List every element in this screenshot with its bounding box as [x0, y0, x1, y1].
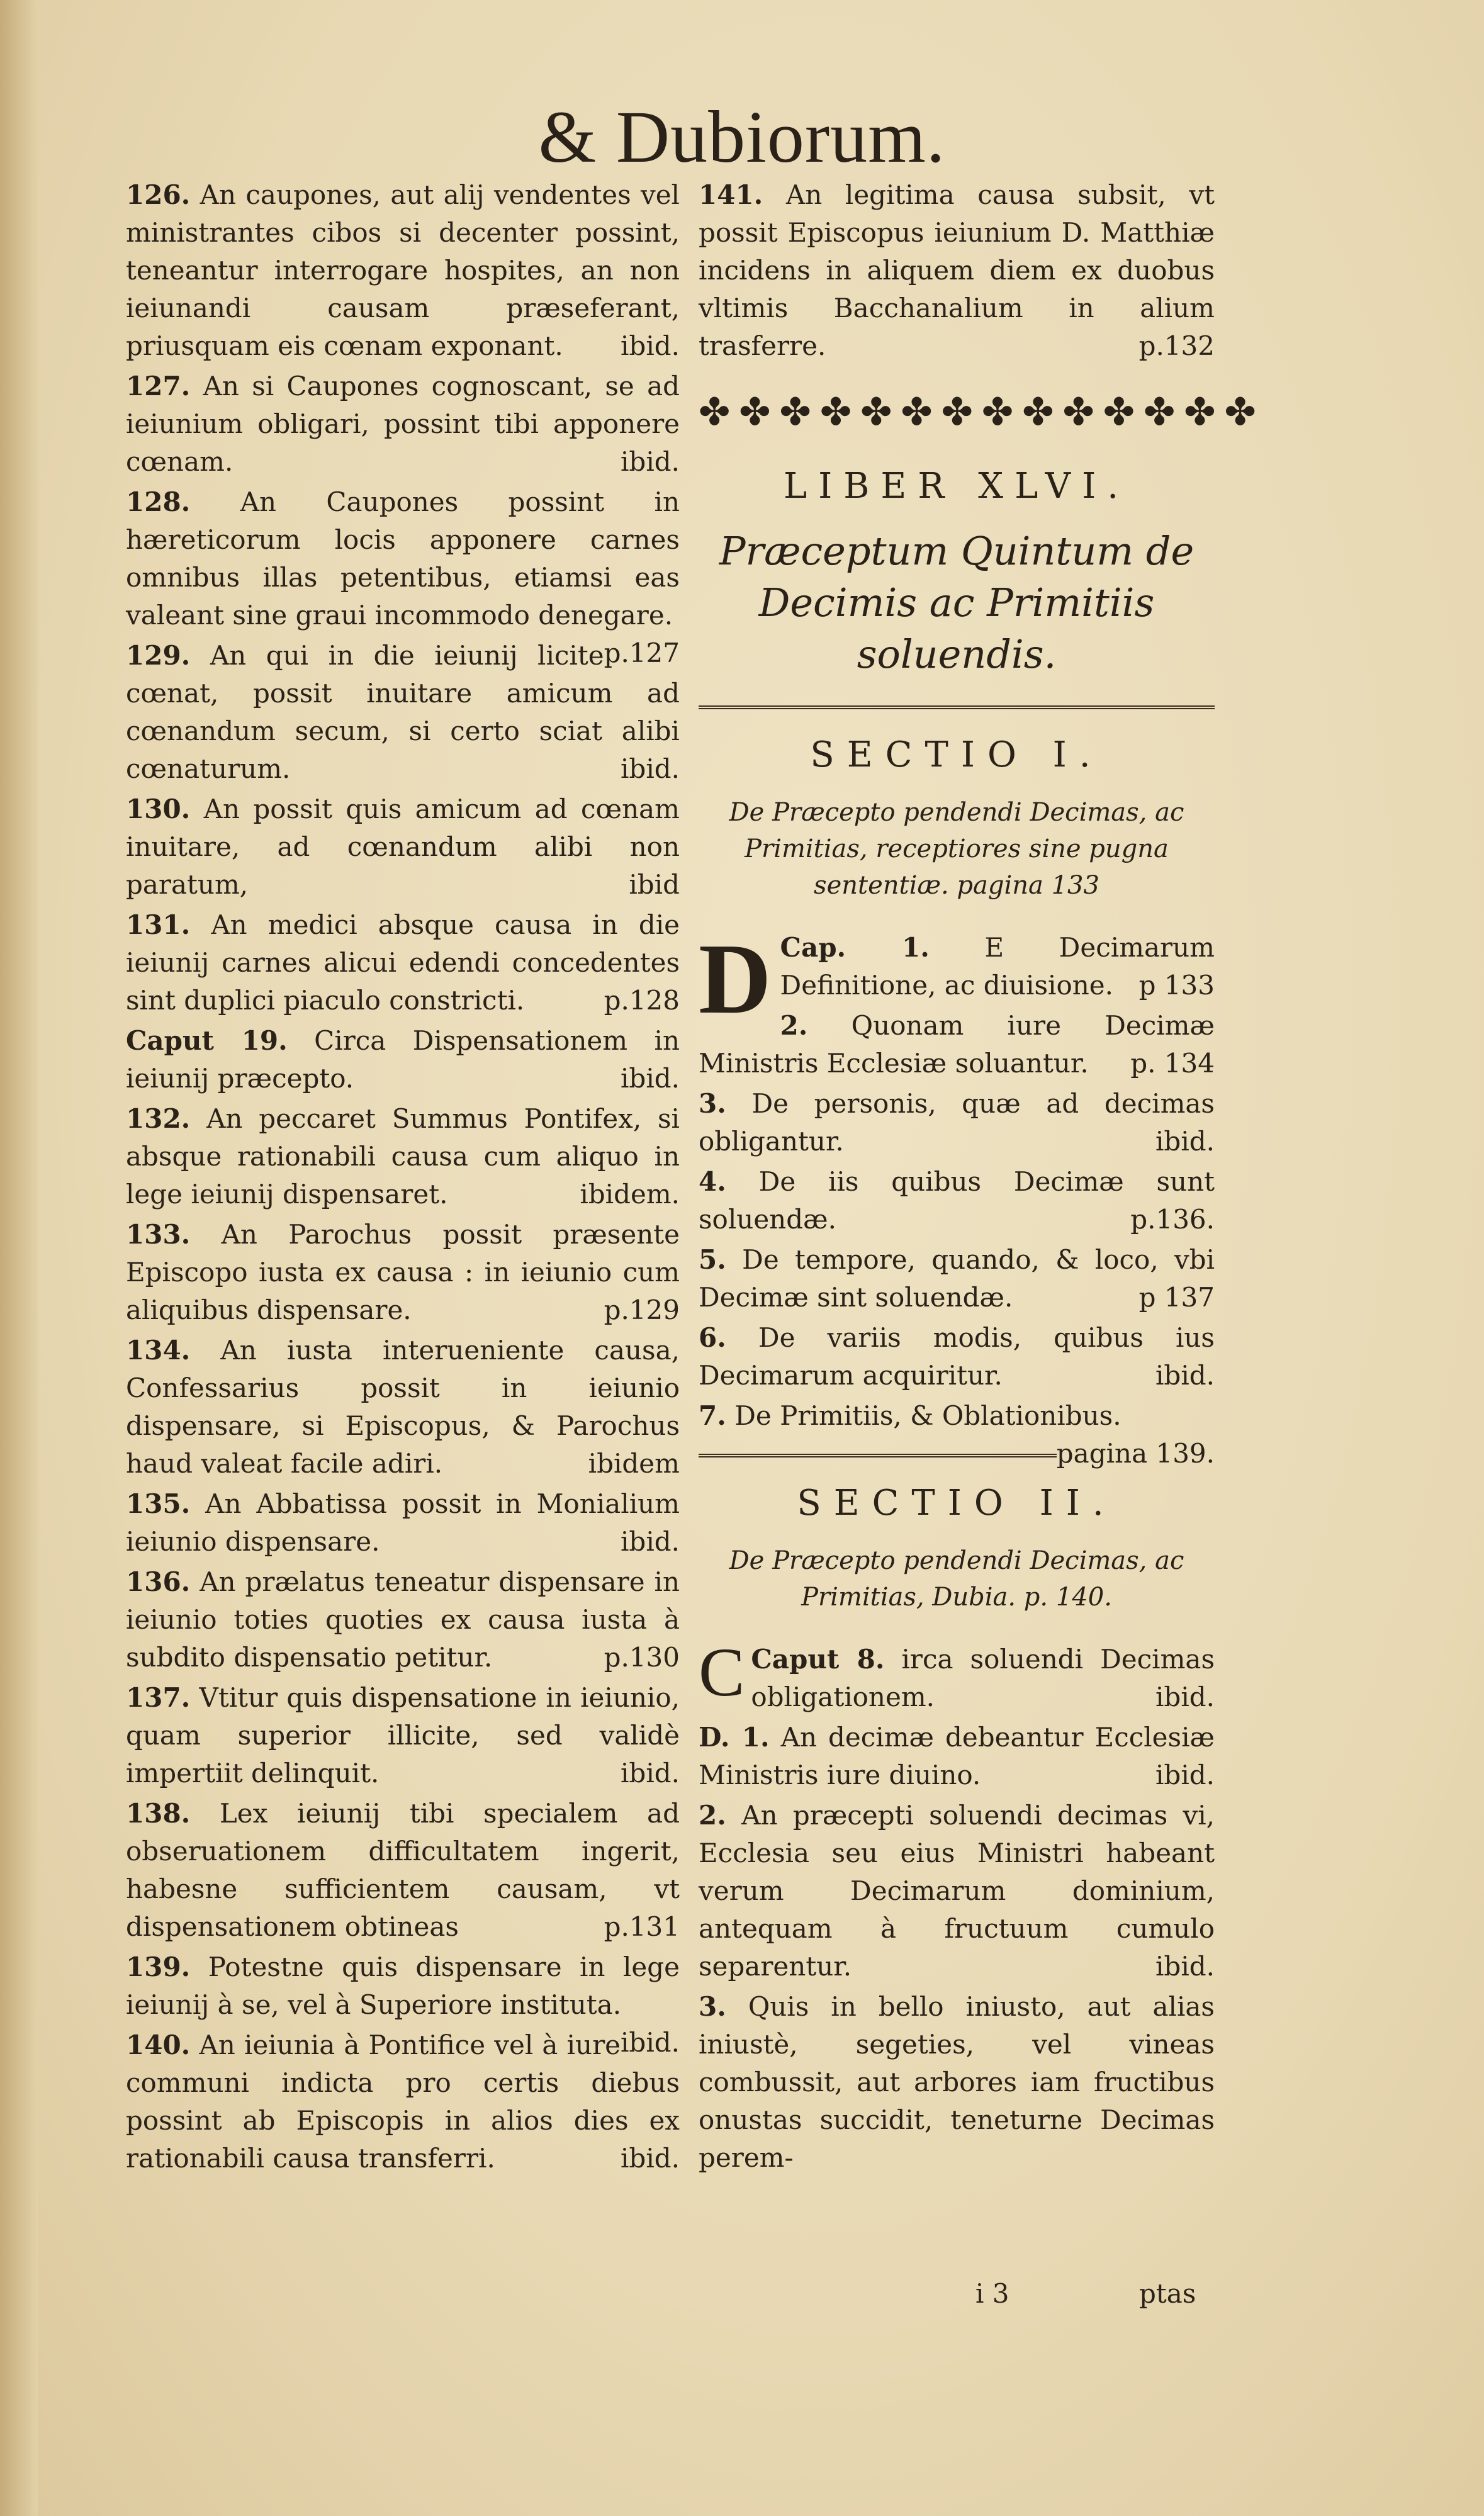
- chapter-text: De iis quibus Decimæ sunt soluendæ.: [699, 1166, 1215, 1235]
- index-entry: [126, 1485, 680, 1561]
- entry-text: An qui in die ieiunij licite cœnat, possit inuitare amicum ad cœnandum secum, si certo sciat alibi cœnaturum.: [126, 640, 680, 784]
- chapter-label: 5.: [699, 1244, 726, 1275]
- entry-number: Caput 19.: [126, 1025, 288, 1056]
- index-entry: [126, 1100, 680, 1213]
- entry-number: 130.: [126, 794, 191, 824]
- entry-number: 135.: [126, 1488, 191, 1519]
- index-entry: [126, 1795, 680, 1946]
- divider-rule: [699, 1454, 1057, 1457]
- index-entry: [126, 1332, 680, 1483]
- entry-text: Lex ieiunij tibi specialem ad obseruationem difficultatem ingerit, habesne sufficientem causam, vt dispensationem obtineas: [126, 1798, 680, 1942]
- entry-text: An Abbatissa possit in Monialium ieiunio dispensare.: [126, 1488, 680, 1557]
- entry-text: An Parochus possit præsente Episcopo iusta ex causa : in ieiunio cum aliquibus dispensare.: [126, 1219, 680, 1325]
- entry-text: An medici absque causa in die ieiunij carnes alicui edendi concedentes sint duplici piaculo constricti.: [126, 909, 680, 1016]
- entry-page-ref: p.130: [604, 1642, 680, 1673]
- entry-text: An iusta interueniente causa, Confessarius possit in ieiunio dispensare, si Episcopus, & Parochus haud valeat facile adiri.: [126, 1335, 680, 1479]
- entry-number: 136.: [126, 1566, 191, 1597]
- index-entry: [126, 906, 680, 1019]
- entry-text: An peccaret Summus Pontifex, si absque rationabili causa cum aliquo in lege ieiunij dispensaret.: [126, 1103, 680, 1210]
- chapter-label: Cap. 1.: [780, 932, 930, 963]
- entry-number: 131.: [126, 909, 191, 940]
- entry-page-ref: ibid.: [621, 2027, 680, 2058]
- dubium-entry: [699, 1719, 1215, 1794]
- entry-page-ref: ibidem.: [580, 1179, 680, 1210]
- entry-text: An Caupones possint in hæreticorum locis apponere carnes omnibus illas petentibus, etiamsi eas valeant sine graui incommodo denegare.: [126, 486, 680, 631]
- entry-page-ref: p.129: [604, 1295, 680, 1325]
- entry-number: 126.: [126, 179, 191, 210]
- entry-text: Quis in bello iniusto, aut alias iniustè, segeties, vel vineas combussit, aut arbores iam fructibus onustas succidit, teneturne Decimas perem-: [699, 1991, 1215, 2173]
- entry-number: 139.: [126, 1952, 191, 1982]
- sectio-2-description: De Præcepto pendendi Decimas, ac Primitias, Dubia. p. 140.: [729, 1546, 1184, 1612]
- entry-page-ref: ibid.: [621, 2143, 680, 2174]
- chapter-list: [699, 923, 1215, 1469]
- entry-page-ref: ibid.: [1155, 1760, 1215, 1790]
- entry-page-ref: ibid.: [621, 1063, 680, 1094]
- entry-page-ref: ibid.: [621, 330, 680, 361]
- entry-page-ref: ibid.: [621, 1758, 680, 1789]
- entry-number: 3.: [699, 1991, 726, 2022]
- entry-text: An caupones, aut alij vendentes vel ministrantes cibos si decenter possint, teneantur interrogare hospites, an non ieiunandi causam præseferant, priusquam eis cœnam exponant.: [126, 179, 680, 361]
- chapter-page-ref: pagina 139.: [1056, 1438, 1215, 1469]
- entry-page-ref: ibid: [629, 869, 680, 900]
- index-entry: [126, 1679, 680, 1792]
- entry-page-ref: p.127: [604, 637, 680, 668]
- chapter-page-ref: ibid.: [1155, 1360, 1215, 1391]
- entry-text: An legitima causa subsit, vt possit Episcopus ieiunium D. Matthiæ incidens in aliquem diem ex duobus vltimis Bacchanalium in alium trasferre.: [699, 179, 1215, 361]
- entry-text: An si Caupones cognoscant, se ad ieiunium obligari, possint tibi apponere cœnam.: [126, 371, 680, 477]
- sectio-1-heading: SECTIO I.: [810, 734, 1103, 775]
- catchword: ptas: [1139, 2278, 1196, 2309]
- entry-text: An possit quis amicum ad cœnam inuitare, ad cœnandum alibi non paratum,: [126, 794, 680, 900]
- entry-141: [699, 176, 1215, 365]
- chapter-page-ref: p. 134: [1130, 1048, 1215, 1079]
- sectio-1-description: De Præcepto pendendi Decimas, ac Primitias, receptiores sine pugna sententiæ. pagina 133: [729, 798, 1184, 900]
- drop-capital: D: [699, 923, 772, 1035]
- entry-text: Potestne quis dispensare in lege ieiunij à se, vel à Superiore instituta.: [126, 1952, 680, 2020]
- binding-gutter: [0, 0, 38, 2516]
- entry-number: 134.: [126, 1335, 191, 1366]
- entry-number: 138.: [126, 1798, 191, 1829]
- entry-page-ref: ibid.: [621, 1526, 680, 1557]
- dubia-list: [699, 1719, 1215, 2177]
- index-entry: [126, 2026, 680, 2177]
- chapter-entry: [699, 1007, 1215, 1082]
- entry-page-ref: p.128: [604, 985, 680, 1016]
- chapter-text: E Decimarum Definitione, ac diuisione.: [780, 932, 1215, 1001]
- caput-page-ref: ibid.: [1155, 1682, 1215, 1712]
- entry-text: An ieiunia à Pontifice vel à iure communi indicta pro certis diebus possint ab Episcopis in alios dies ex rationabili causa transferri.: [126, 2030, 680, 2174]
- entry-number: 128.: [126, 486, 191, 517]
- index-entry: [126, 368, 680, 481]
- right-column: [699, 176, 1265, 2179]
- entry-page-ref: ibid.: [621, 446, 680, 477]
- divider-rule: [699, 705, 1215, 709]
- chapter-text: De tempore, quando, & loco, vbi Decimæ sint soluendæ.: [699, 1244, 1215, 1313]
- chapter-text: De Primitiis, & Oblationibus.: [734, 1400, 1121, 1431]
- chapter-page-ref: ibid.: [1155, 1126, 1215, 1157]
- entry-number: 129.: [126, 640, 191, 671]
- entry-text: An præcepti soluendi decimas vi, Ecclesia seu eius Ministri habeant verum Decimarum dominium, antequam à fructuum cumulo separentur.: [699, 1800, 1215, 1982]
- liber-heading: LIBER XLVI.: [783, 466, 1130, 507]
- entry-page-ref: ibidem: [588, 1448, 680, 1479]
- index-entry: [126, 790, 680, 904]
- entry-number: 137.: [126, 1682, 191, 1713]
- chapter-page-ref: p.136.: [1130, 1204, 1215, 1235]
- entry-page-ref: p.132: [1138, 330, 1215, 361]
- index-entry: [126, 176, 680, 365]
- entry-number: 127.: [126, 371, 191, 402]
- entry-text: Vtitur quis dispensatione in ieiunio, quam superior illicite, sed validè impertiit delinquit.: [126, 1682, 680, 1789]
- entry-number: 140.: [126, 2030, 191, 2060]
- entry-number: 132.: [126, 1103, 191, 1134]
- chapter-entry: [699, 923, 1215, 1035]
- entry-text: An decimæ debeantur Ecclesiæ Ministris iure diuino.: [699, 1722, 1215, 1790]
- chapter-entry: [699, 1241, 1215, 1317]
- chapter-label: 2.: [780, 1010, 808, 1041]
- entry-page-ref: p.131: [604, 1911, 680, 1942]
- drop-capital: C: [699, 1634, 745, 1710]
- chapter-entry: [699, 1085, 1215, 1160]
- left-column: [126, 176, 680, 2180]
- caput-label: Caput 8.: [751, 1644, 885, 1675]
- index-entry: [126, 1216, 680, 1329]
- entry-number: D. 1.: [699, 1722, 770, 1753]
- ornament-band: ✤✤✤✤✤✤✤✤✤✤✤✤✤✤: [699, 390, 1265, 434]
- sectio-2-heading: SECTIO II.: [797, 1483, 1116, 1524]
- entry-number: 141.: [699, 179, 763, 210]
- signature-mark: i 3: [975, 2278, 1009, 2309]
- entry-text: An prælatus teneatur dispensare in ieiunio toties quoties ex causa iusta à subdito dispensatio petitur.: [126, 1566, 680, 1673]
- index-entry: [126, 1022, 680, 1098]
- dubium-entry: [699, 1988, 1215, 2177]
- index-entry: [126, 637, 680, 788]
- chapter-text: Quonam iure Decimæ Ministris Ecclesiæ soluantur.: [699, 1010, 1215, 1079]
- book-title: Præceptum Quintum de Decimis ac Primitiis soluendis.: [719, 528, 1195, 677]
- chapter-label: 6.: [699, 1322, 726, 1353]
- entry-text: Circa Dispensationem in ieiunij præcepto.: [126, 1025, 680, 1094]
- entry-number: 2.: [699, 1800, 726, 1831]
- chapter-entry: [699, 1397, 1215, 1469]
- chapter-page-ref: p 137: [1138, 1282, 1215, 1313]
- caput-text: irca soluendi Decimas obligationem.: [751, 1644, 1215, 1712]
- chapter-label: 7.: [699, 1400, 726, 1431]
- chapter-text: De variis modis, quibus ius Decimarum acquiritur.: [699, 1322, 1215, 1391]
- running-head: & Dubiorum.: [538, 96, 946, 178]
- entry-page-ref: ibid.: [621, 753, 680, 784]
- chapter-entry: [699, 1163, 1215, 1238]
- entry-page-ref: ibid.: [1155, 1951, 1215, 1982]
- chapter-entry: [699, 1319, 1215, 1395]
- chapter-label: 3.: [699, 1088, 726, 1119]
- chapter-page-ref: p 133: [1138, 970, 1215, 1001]
- entry-number: 133.: [126, 1219, 191, 1250]
- caput-8-entry: [699, 1634, 1215, 1716]
- dubium-entry: [699, 1797, 1215, 1985]
- chapter-label: 4.: [699, 1166, 726, 1197]
- chapter-text: De personis, quæ ad decimas obligantur.: [699, 1088, 1215, 1157]
- index-entry: [126, 1563, 680, 1676]
